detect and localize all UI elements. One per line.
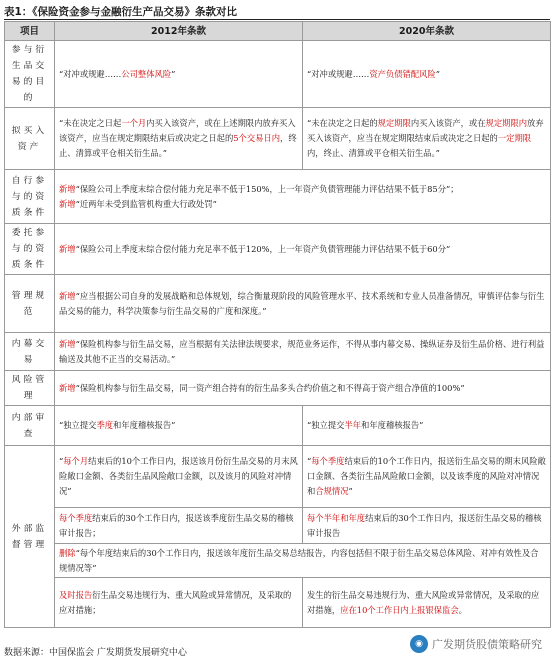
clause-2012-cell xyxy=(55,578,303,628)
merged-clause-cell xyxy=(55,544,551,578)
row-label: 自行参与的资质条件 xyxy=(5,170,55,224)
clause-text: 结束后的30个工作日内，报送衍生品交易的稽核审计报告 xyxy=(307,512,542,538)
clause-text: ” xyxy=(171,68,176,79)
table-row xyxy=(5,224,551,275)
clause-text: 结束后的10个工作日内，报送衍生品交易的期末风险敞口金额、各类衍生品风险敞口金额，以及该季度的风险对冲情况和 xyxy=(307,456,546,496)
clause-2020-cell xyxy=(303,406,551,446)
clause-2012-cell xyxy=(55,108,303,170)
clause-text: “每个年度结束后的30个工作日内，报送该年度衍生品交易总结报告，内容包括但不限于衍生品交易总体风险、对冲有效性及合规情况等” xyxy=(59,547,539,573)
table-row xyxy=(5,333,551,371)
row-label: 外部监督管理 xyxy=(5,446,55,628)
clause-2020-cell xyxy=(303,41,551,108)
table-row xyxy=(5,508,551,544)
clause-text: “独立提交 xyxy=(307,420,345,430)
highlight-text: 合规情况 xyxy=(315,486,349,496)
source-note: 数据来源：中国保监会 广发期货发展研究中心 xyxy=(4,648,187,658)
highlight-text: 一个月 xyxy=(121,118,147,128)
clause-text: “应当根据公司自身的发展战略和总体规划，综合衡量现阶段的风险管理水平、技术系统和专业人员准备情况，审慎评估参与衍生品交易的能力，科学决策参与衍生品交易的广度和深度。” xyxy=(59,290,545,316)
row-label: 参与衍生品交易的目的 xyxy=(5,41,55,108)
table-row xyxy=(5,578,551,628)
table-row xyxy=(5,371,551,406)
watermark xyxy=(406,632,546,656)
clause-text: ，终止、清算或平仓相关衍生品。” xyxy=(59,133,297,158)
table-row xyxy=(5,406,551,446)
clause-2012-cell xyxy=(55,446,303,508)
highlight-text: 季度 xyxy=(96,420,114,430)
clause-text: “ xyxy=(307,456,312,466)
highlight-text: 规定期限 xyxy=(377,118,411,128)
clause-2012-cell xyxy=(55,508,303,544)
clause-text: 结束后的10个工作日内，报送该月份衍生品交易的月末风险敞口金额、各类衍生品风险敞口金额，以及该月的风险对冲情况” xyxy=(59,456,298,496)
row-label: 管理规范 xyxy=(5,275,55,333)
highlight-text: 新增 xyxy=(59,382,76,393)
clause-text: 内买入该资产，或在 xyxy=(410,118,486,128)
row-label: 内部审查 xyxy=(5,406,55,446)
clause-text: “保险机构参与衍生品交易，应当根据有关法律法规要求，规范业务运作，不得从事内幕交易、操纵证券及衍生品价格、进行利益输送及其他不正当的交易活动。” xyxy=(59,338,545,364)
merged-clause-cell xyxy=(55,333,551,371)
row-label: 内幕交易 xyxy=(5,333,55,371)
clause-text: ” xyxy=(348,486,353,496)
highlight-text: 应在10个工作日内上报银保监会 xyxy=(340,604,459,615)
clause-text: “保险公司上季度末综合偿付能力充足率不低于120%，上一年资产负债管理能力评估结果不低于60分” xyxy=(75,243,451,254)
table-row xyxy=(5,170,551,224)
clause-text: 放弃买入该资产，应当在规定期限结束后或决定之日起的 xyxy=(307,118,544,143)
row-label: 委托参与的资质条件 xyxy=(5,224,55,275)
clause-text: “未在决定之日起 xyxy=(59,118,122,128)
clause-text: 内，终止、清算或平仓相关衍生品。” xyxy=(307,148,440,158)
clause-2020-cell xyxy=(303,446,551,508)
highlight-text: 公司整体风险 xyxy=(121,68,172,79)
highlight-text: 每个月 xyxy=(63,456,89,466)
highlight-text: 半年 xyxy=(344,420,362,430)
highlight-text: 每个半年和年度 xyxy=(307,512,366,523)
clause-text: “ xyxy=(59,456,64,466)
merged-clause-cell xyxy=(55,371,551,406)
watermark-text: 广发期货股债策略研究 xyxy=(432,638,542,651)
highlight-text: 新增 xyxy=(59,198,76,209)
highlight-text: 及时报告 xyxy=(59,589,93,600)
merged-clause-cell xyxy=(55,224,551,275)
highlight-text: 资产负债错配风险 xyxy=(369,68,436,79)
clause-text: “未在决定之日起的 xyxy=(307,118,378,128)
merged-clause-cell xyxy=(55,275,551,333)
clause-text: “保险机构参与衍生品交易，同一资产组合持有的衍生品多头合约价值之和不得高于资产组合净值的100%” xyxy=(75,382,465,393)
clause-text: “对冲或规避…… xyxy=(307,68,370,79)
clause-2020-cell xyxy=(303,108,551,170)
row-label: 拟买入资产 xyxy=(5,108,55,170)
highlight-text: 新增 xyxy=(59,183,76,194)
highlight-text: 一定期限 xyxy=(497,133,532,143)
table-row xyxy=(5,544,551,578)
highlight-text: 新增 xyxy=(59,243,76,254)
clause-text: 衍生品交易违规行为、重大风险或异常情况，及采取的应对措施； xyxy=(59,589,292,615)
table-row xyxy=(5,275,551,333)
clause-text: “对冲或规避…… xyxy=(59,68,122,79)
highlight-text: 新增 xyxy=(59,290,76,301)
table-title: 表1：《保险资金参与金融衍生产品交易》条款对比 xyxy=(4,6,238,18)
comparison-table xyxy=(4,21,551,628)
clause-text: “保险公司上季度末综合偿付能力充足率不低于150%，上一年资产负债管理能力评估结果不低于85分”； xyxy=(75,183,459,194)
highlight-text: 规定期限内 xyxy=(485,118,528,128)
header-item: 项目 xyxy=(5,22,55,41)
clause-text: “独立提交 xyxy=(59,420,97,430)
highlight-text: 新增 xyxy=(59,338,76,349)
highlight-text: 每个季度 xyxy=(59,512,93,523)
table-row xyxy=(5,108,551,170)
highlight-text: 每个季度 xyxy=(311,456,345,466)
clause-text: 和年度稽核报告” xyxy=(361,420,424,430)
highlight-text: 5个交易日内 xyxy=(233,133,281,143)
header-2012: 2012年条款 xyxy=(55,22,303,41)
table-header-row xyxy=(5,22,551,41)
clause-text: 内买入该资产，或在上述期限内放弃买入该资产，应当在规定期限结束后或决定之日起的 xyxy=(59,118,296,143)
clause-text: 和年度稽核报告” xyxy=(113,420,176,430)
clause-text: ” xyxy=(435,68,440,79)
title-rule xyxy=(4,19,550,20)
highlight-text: 删除 xyxy=(59,547,76,558)
merged-clause-cell xyxy=(55,170,551,224)
clause-2020-cell xyxy=(303,508,551,544)
clause-text: 。 xyxy=(458,604,467,615)
clause-text: 发生的衍生品交易违规行为、重大风险或异常情况，及采取的应对措施， xyxy=(307,589,540,615)
table-row xyxy=(5,446,551,508)
wechat-logo-icon: ◉ xyxy=(410,635,428,653)
table-row xyxy=(5,41,551,108)
clause-2012-cell xyxy=(55,406,303,446)
table-body xyxy=(5,41,551,628)
clause-text: 结束后的30个工作日内，报送该季度衍生品交易的稽核审计报告； xyxy=(59,512,294,538)
clause-text: “近两年未受到监管机构重大行政处罚” xyxy=(75,198,217,209)
clause-2020-cell xyxy=(303,578,551,628)
row-label: 风险管理 xyxy=(5,371,55,406)
header-2020: 2020年条款 xyxy=(303,22,551,41)
clause-2012-cell xyxy=(55,41,303,108)
